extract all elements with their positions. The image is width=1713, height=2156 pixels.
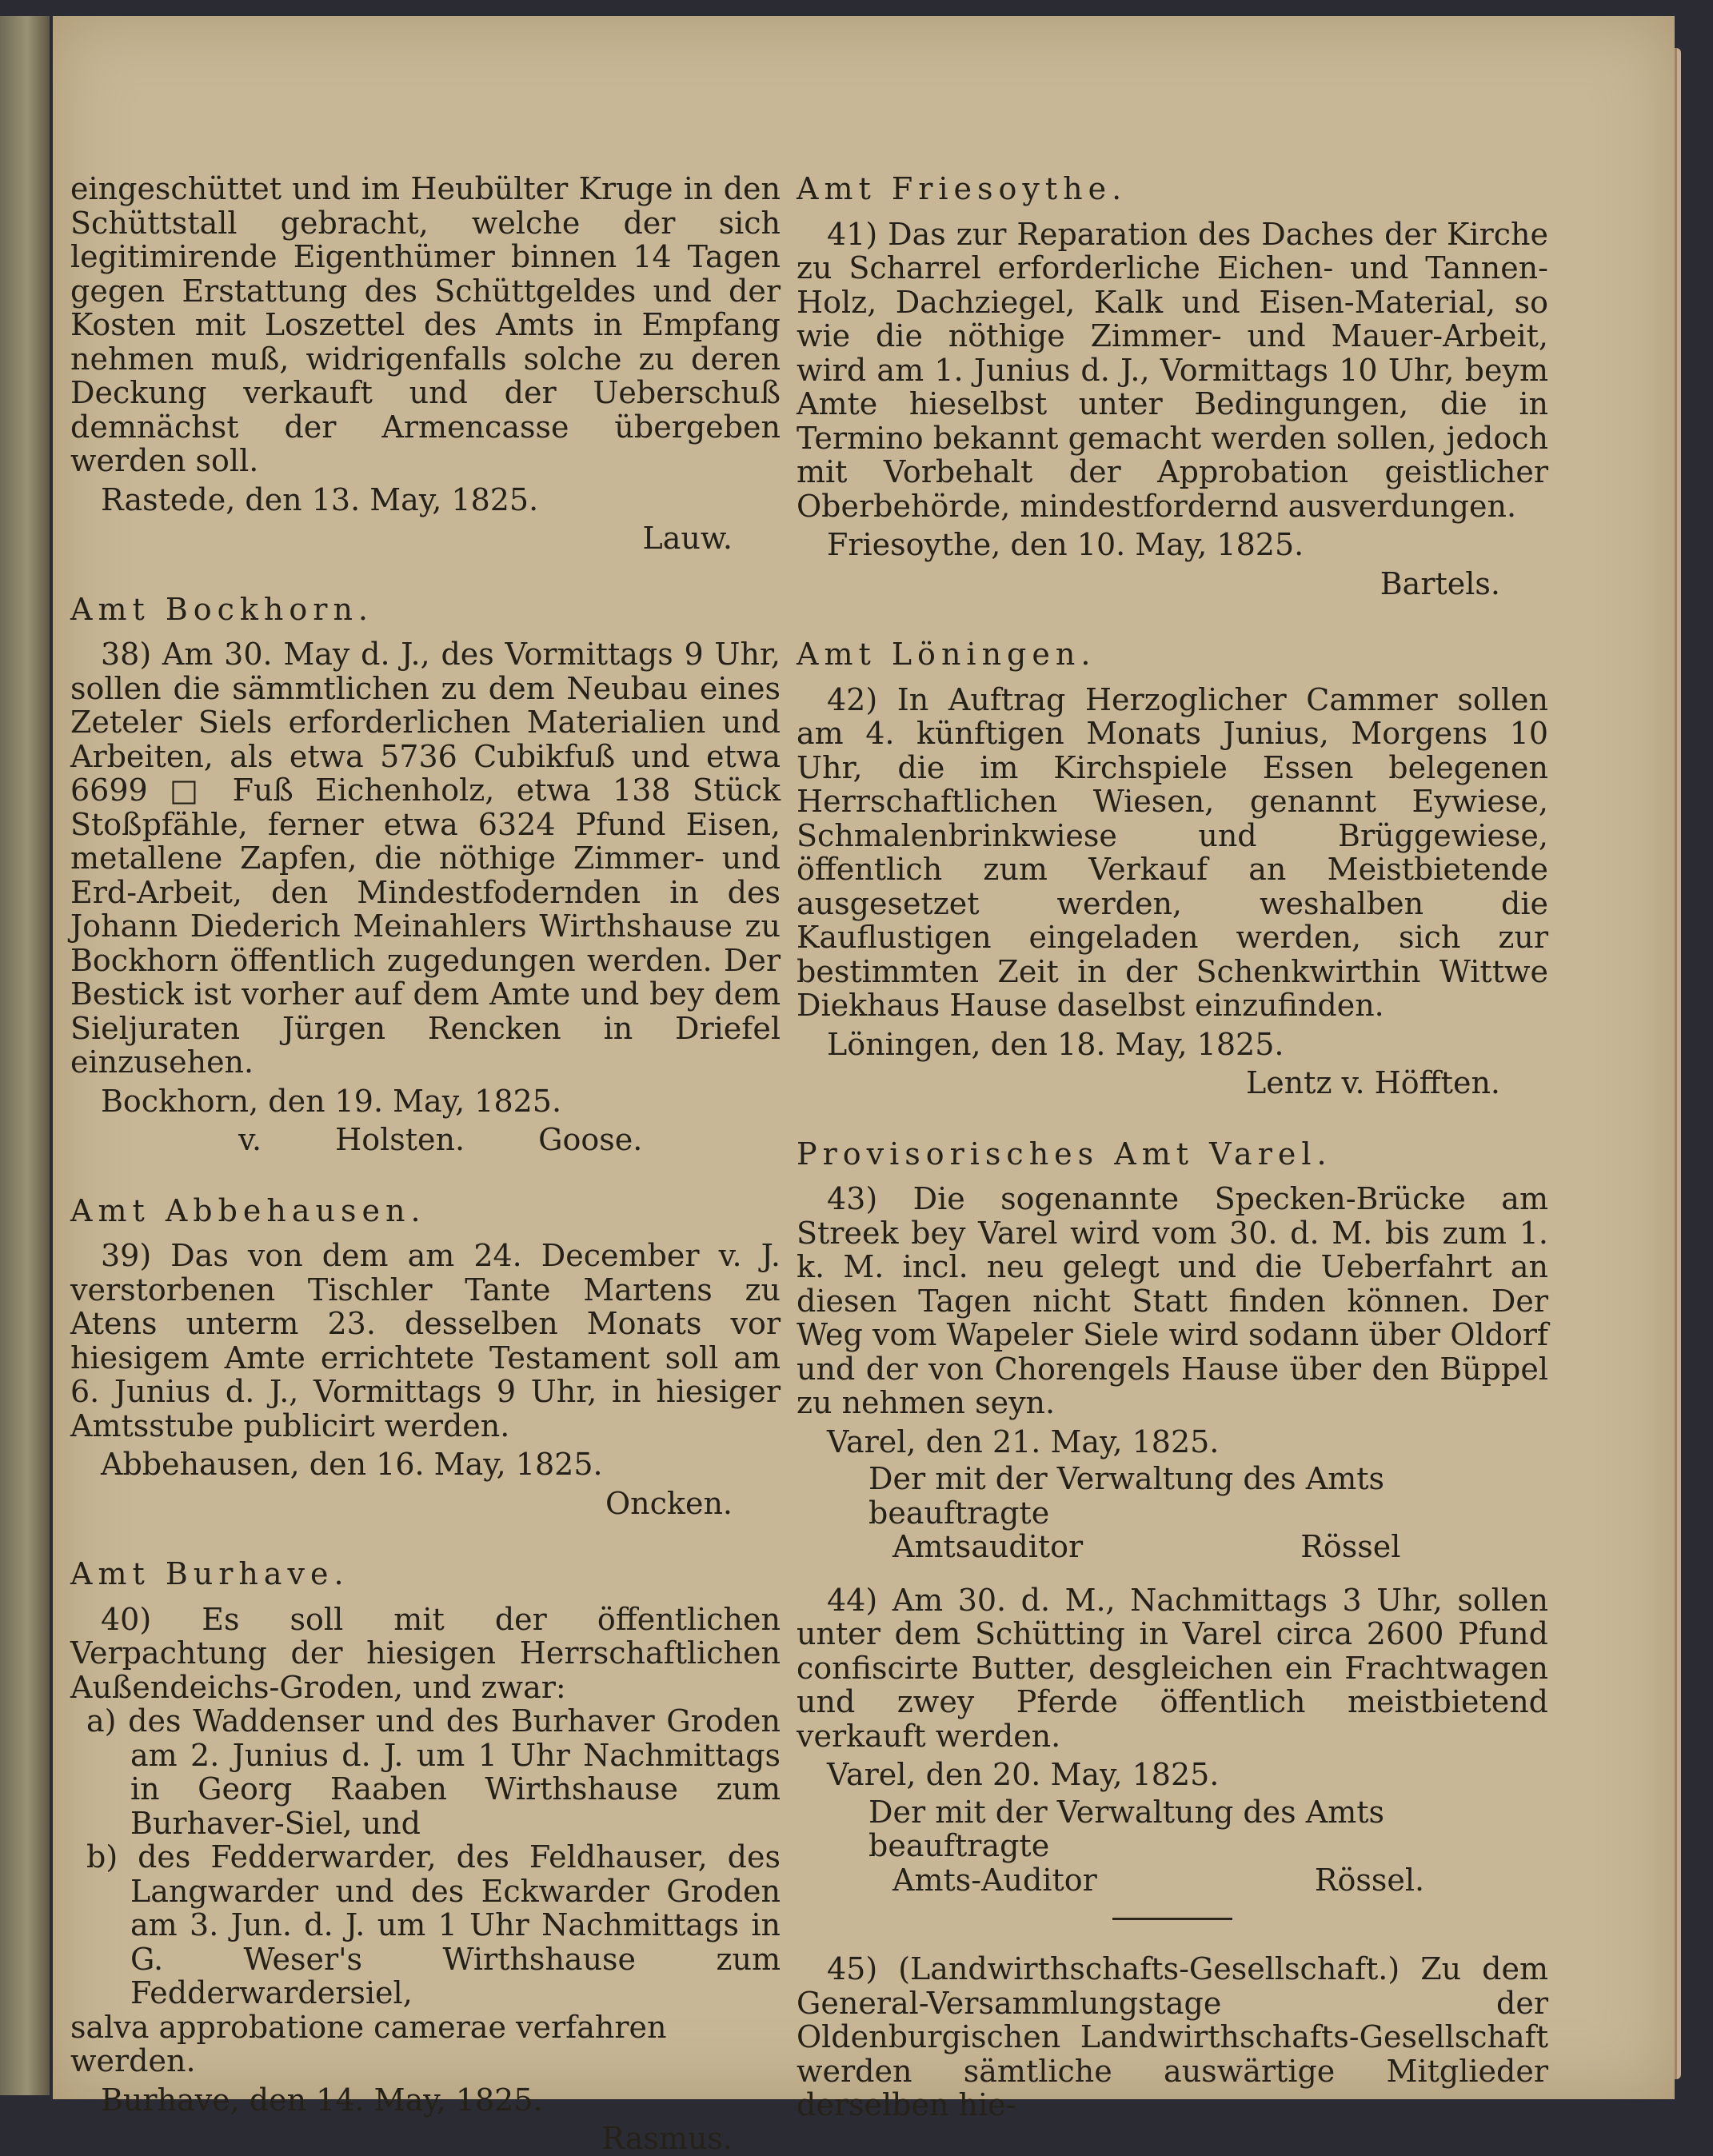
office-line-2: Der mit der Verwaltung des Amts beauftragte	[868, 1794, 1384, 1863]
date-rastede: Rastede, den 13. May, 1825.	[101, 481, 539, 517]
left-column	[70, 172, 781, 2156]
signature-bartels: Bartels.	[1380, 565, 1500, 601]
date-abbehausen: Abbehausen, den 16. May, 1825.	[101, 1447, 603, 1482]
office-line-1: Der mit der Verwaltung des Amts beauftragte	[868, 1461, 1384, 1531]
right-column	[797, 172, 1548, 2122]
heading-amt-friesoythe: Amt Friesoythe.	[797, 171, 1128, 206]
date-varel-1: Varel, den 21. May, 1825.	[827, 1423, 1220, 1459]
date-bockhorn: Bockhorn, den 19. May, 1825.	[101, 1083, 562, 1119]
notice-38: 38) Am 30. May d. J., des Vormittags 9 Uhr, sollen die sämmtlichen zu dem Neubau eines Zeteler Siels erforderlichen Materialien und Arbeiten, als etwa 5736 Cubikfuß und etwa 6699 □ Fuß Eichenholz, etwa 138 Stück Stoßpfähle, ferner etwa 6324 Pfund Eisen, metallene Zapfen, die nöthige Zimmer- und Erd-Arbeit, den Mindestfodernden in des Johann Diederich Meinahlers Wirthshause zu Bockhorn öffentlich zugedungen werden. Der Bestick ist vorher auf dem Amte und bey dem Sieljuraten Jürgen Rencken in Driefel einzusehen.	[70, 637, 781, 1080]
signature-loeningen: Lentz v. Höfften.	[1245, 1065, 1500, 1100]
signature-rasmus: Rasmus.	[601, 2121, 733, 2156]
notice-40: 40) Es soll mit der öffentlichen Verpachtung der hiesigen Herrschaftlichen Außendeichs-Groden, und zwar:	[70, 1601, 781, 1705]
notice-39: 39) Das von dem am 24. December v. J. verstorbenen Tischler Tante Martens zu Atens unterm 23. desselben Monats vor hiesigem Amte errichtete Testament soll am 6. Junius d. J., Vormittags 9 Uhr, in hiesiger Amtsstube publicirt werden.	[70, 1238, 781, 1443]
date-varel-2: Varel, den 20. May, 1825.	[827, 1757, 1220, 1792]
signature-oncken: Oncken.	[605, 1485, 733, 1521]
date-friesoythe: Friesoythe, den 10. May, 1825.	[827, 527, 1304, 562]
heading-amt-loeningen: Amt Löningen.	[797, 637, 1096, 672]
notice-40-closing: salva approbatione camerae verfahren werden.	[70, 2009, 667, 2078]
notice-40-item-a: a) des Waddenser und des Burhaver Groden am 2. Junius d. J. um 1 Uhr Nachmittags in Georg Raaben Wirthshause zum Burhaver-Siel, und	[86, 1703, 781, 1841]
heading-amt-abbehausen: Amt Abbehausen.	[70, 1192, 426, 1228]
notice-40-item-b: b) des Fedderwarder, des Feldhauser, des Langwarder und des Eckwarder Groden am 3. Jun. d. J. um 1 Uhr Nachmittags in G. Weser's Wirthshause zum Fedderwardersiel,	[86, 1839, 781, 2010]
section-divider	[1112, 1918, 1232, 1920]
date-loeningen: Löningen, den 18. May, 1825.	[827, 1026, 1284, 1062]
signature-lauw: Lauw.	[642, 521, 733, 556]
office-names-2: Amts-Auditor Rössel.	[892, 1862, 1425, 1898]
notice-45: 45) (Landwirthschafts-Gesellschaft.) Zu dem General-Versammlungstage der Oldenburgischen Landwirthschafts-Gesellschaft werden sämtliche auswärtige Mitglieder derselben hie-	[797, 1951, 1548, 2122]
heading-amt-burhave: Amt Burhave.	[70, 1556, 349, 1591]
heading-amt-bockhorn: Amt Bockhorn.	[70, 591, 374, 627]
notice-41: 41) Das zur Reparation des Daches der Kirche zu Scharrel erforderliche Eichen- und Tannen-Holz, Dachziegel, Kalk und Eisen-Material, so wie die nöthige Zimmer- und Mauer-Arbeit, wird am 1. Junius d. J., Vormittags 10 Uhr, beym Amte hieselbst unter Bedingungen, die in Termino bekannt gemacht werden sollen, jedoch mit Vorbehalt der Approbation geistlicher Oberbehörde, mindestfordernd ausverdungen.	[797, 216, 1548, 524]
previous-page-edge	[0, 16, 50, 2095]
office-names-1: Amtsauditor Rössel	[892, 1529, 1401, 1564]
notice-43: 43) Die sogenannte Specken-Brücke am Streek bey Varel wird vom 30. d. M. bis zum 1. k. M. incl. neu gelegt und die Ueberfahrt an diesen Tagen nicht Statt finden können. Der Weg vom Wapeler Siele wird sodann über Oldorf und der von Chorengels Hause über den Büppel zu nehmen seyn.	[797, 1181, 1548, 1420]
document-page	[53, 16, 1675, 2156]
notice-44: 44) Am 30. d. M., Nachmittags 3 Uhr, sollen unter dem Schütting in Varel circa 2600 Pfund confiscirte Butter, desgleichen ein Frachtwagen und zwey Pferde öffentlich meistbietend verkauft werden.	[797, 1582, 1548, 1754]
notice-42: 42) In Auftrag Herzoglicher Cammer sollen am 4. künftigen Monats Junius, Morgens 10 Uhr, die im Kirchspiele Essen belegenen Herrschaftlichen Wiesen, genannt Eywiese, Schmalenbrinkwiese und Brüggewiese, öffentlich zum Verkauf an Meistbietende ausgesetzet werden, weshalben die Kauflustigen eingeladen werden, sich zur bestimmten Zeit in der Schenkwirthin Wittwe Diekhaus Hause daselbst einzufinden.	[797, 681, 1548, 1023]
signature-bockhorn: v. Holsten. Goose.	[238, 1122, 643, 1157]
heading-amt-varel: Provisorisches Amt Varel.	[797, 1136, 1332, 1172]
continued-paragraph: eingeschüttet und im Heubülter Kruge in den Schüttstall gebracht, welche der sich legitimirende Eigenthümer binnen 14 Tagen gegen Erstattung des Schüttgeldes und der Kosten mit Loszettel des Amts in Empfang nehmen muß, widrigenfalls solche zu deren Deckung verkauft und der Ueberschuß demnächst der Armencasse übergeben werden soll.	[70, 171, 781, 478]
date-burhave: Burhave, den 14. May, 1825.	[101, 2082, 543, 2118]
